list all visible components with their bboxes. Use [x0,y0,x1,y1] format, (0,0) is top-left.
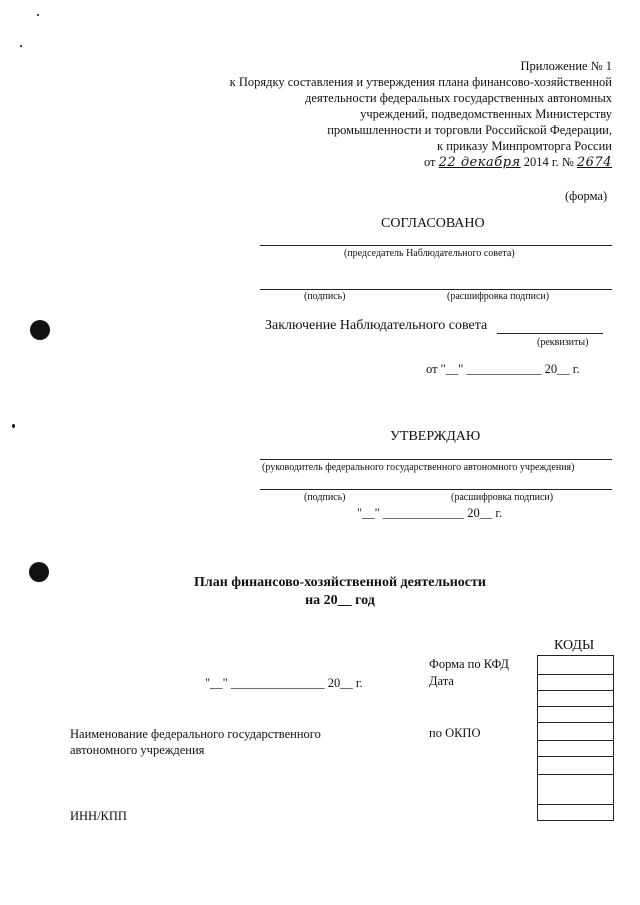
appendix-text-line: деятельности федеральных государственных автономных [305,91,612,105]
codes-header: КОДЫ [554,638,595,653]
plan-title-line: План финансово-хозяйственной деятельности [194,575,486,590]
appendix-header [172,58,612,171]
plan-title [160,574,520,610]
codes-row-separator [538,706,613,707]
appendix-number: Приложение № 1 [520,59,612,73]
chair-line [260,245,612,246]
appendix-text-line: промышленности и торговли Российской Федерации, [327,123,612,137]
appendix-text-line: к Порядку составления и утверждения плана финансово-хозяйственной [229,75,612,89]
codes-row-separator [538,674,613,675]
codes-row-separator [538,690,613,691]
plan-date-line: "__" _______________ 20__ г. [205,676,363,690]
approve-signature-caption: (подпись) [304,492,346,503]
codes-row-separator [538,804,613,805]
approve-signature-decode-caption: (расшифровка подписи) [451,492,554,503]
codes-row-separator [538,774,613,775]
approve-signature-line [260,489,612,490]
agreed-title: СОГЛАСОВАНО [381,216,485,231]
punch-hole [29,562,49,582]
requisites-caption: (реквизиты) [537,337,589,348]
head-line [260,459,612,460]
codes-row-separator [538,740,613,741]
inn-kpp-label: ИНН/КПП [70,809,127,823]
form-label: (форма) [565,189,608,203]
plan-title-year: на 20__ год [305,593,375,608]
institution-name-line: автономного учреждения [70,743,205,757]
scan-speck [37,14,39,16]
form-kfd-label: Форма по КФД [429,657,509,671]
conclusion-requisites-line [497,333,603,334]
handwritten-date: 22 декабря [438,155,521,170]
signature-decode-caption: (расшифровка подписи) [447,291,550,302]
okpo-label: по ОКПО [429,726,481,740]
approve-title: УТВЕРЖДАЮ [390,429,481,444]
date-label: Дата [429,674,454,688]
chair-caption: (председатель Наблюдательного совета) [344,248,515,259]
appendix-text-line: к приказу Минпромторга России [437,139,612,153]
codes-row-separator [538,722,613,723]
head-caption: (руководитель федерального государственного автономного учреждения) [262,462,575,473]
codes-table [537,655,614,821]
approve-date-line: "__" _____________ 20__ г. [357,506,503,520]
signature-caption: (подпись) [304,291,346,302]
punch-hole [30,320,50,340]
order-from: от [423,155,436,169]
order-year: 2014 г. № [523,155,574,169]
appendix-text-line: учреждений, подведомственных Министерству [360,107,612,121]
signature-line [260,289,612,290]
scan-speck [12,424,15,428]
institution-name-label [70,726,321,758]
conclusion-label: Заключение Наблюдательного совета [265,318,488,333]
institution-name-line: Наименование федерального государственного [70,727,321,741]
handwritten-order-number: 2674 [576,155,612,170]
order-line [172,154,612,171]
agreed-date-line: от "__" ____________ 20__ г. [426,362,580,376]
codes-row-separator [538,756,613,757]
scan-speck [20,45,22,47]
